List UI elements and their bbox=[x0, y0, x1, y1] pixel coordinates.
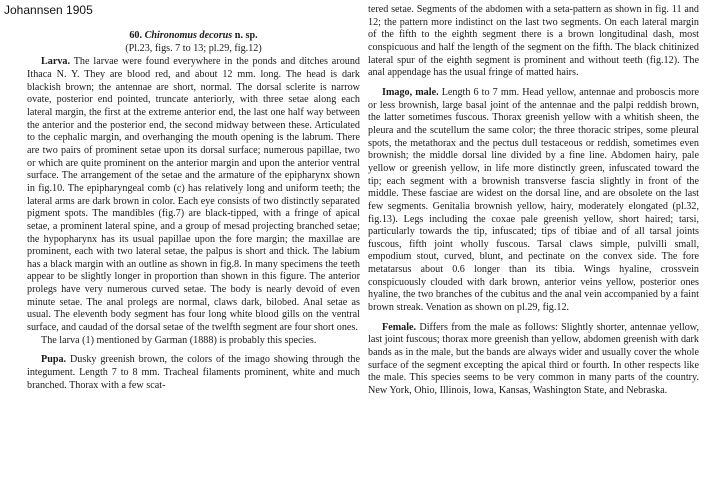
article-heading bbox=[27, 30, 360, 43]
paragraph-body: The larvae were found everywhere in the ponds and ditches around Ithaca N. Y. They are blood red, and about 12 mm. long. The head is dark blackish brown; the antennae are short, normal. The dorsal sclerite is narrow ovate, posterior end pointed, truncate anteriorly, with three setae along each lateral margin, the first at the extreme anterior end, the last one half way between the anterior and the posterior end, the second midway between these. Articulated to the cephalic margin, and overhanging the mouth opening is the labrum. There are two pairs of prominent setae upon its dorsal surface; numerous papillae, two or which are quite prominent on the anterior margin and upon the anterior ventral surface. The arrangement of the setae and the armature of the epipharynx shown in fig.10. The epipharyngeal comb (c) has relatively long and uniform teeth; the lateral arms are dark brown in color. Each eye consists of two distinctly separated pigment spots. The mandibles (fig.7) are black-tipped, with a fringe of apical setae, a prominent lateral spine, and a group of mesad projecting branched setae; the hypopharynx has its usual papillae upon the fore margin; the maxillae are prominent, each with two lateral setae, the palpus is short and thick. The labium has a black margin with an outline as shown in fig.8. In many specimens the teeth appear to be slightly longer in proportion than shown in this figure. The anterior prolegs have very numerous curved setae. The body is nearly devoid of even minute setae. The anal prolegs are normal, claws dark, bilobed. Anal setae as usual. The eleventh body segment has four long white blood gills on the ventral surface, and caudad of the dorsal setae of the twelfth segment are four short ones. bbox=[27, 56, 360, 334]
paragraph-lead: Pupa. bbox=[41, 354, 67, 366]
paragraph-lead: Imago, male. bbox=[382, 86, 439, 98]
paragraph-body: Differs from the male as follows: Slightly shorter, antennae yellow, last joint fuscous; thorax more greenish than yellow, abdomen greenish with dark bands as in the male, but the bands are always wider and usually cover the whole surface of the segment excepting the apical third or fourth. In other respects like the male. This species seems to be very common in many parts of the country. New York, Ohio, Illinois, Iowa, Kansas, Washington State, and Nebraska. bbox=[368, 321, 699, 397]
plate-references: (Pl.23, figs. 7 to 13; pl.29, fig.12) bbox=[125, 42, 262, 54]
species-name: Chironomus decorus bbox=[144, 30, 233, 41]
paragraph-larva bbox=[27, 56, 360, 334]
species-suffix: n. sp. bbox=[234, 30, 258, 41]
paragraph-pupa-continued bbox=[368, 4, 699, 80]
paragraph-lead: Female. bbox=[382, 321, 417, 333]
paragraph-garman bbox=[27, 335, 360, 348]
paragraph-female bbox=[368, 322, 699, 398]
paragraph-lead: Larva. bbox=[41, 56, 71, 68]
right-column bbox=[368, 4, 699, 398]
paragraph-body: The larva (1) mentioned by Garman (1888) is probably this species. bbox=[41, 334, 317, 346]
left-column bbox=[27, 30, 360, 392]
source-label: Johannsen 1905 bbox=[4, 3, 93, 17]
paragraph-body: Length 6 to 7 mm. Head yellow, antennae and proboscis more or less brownish, large basal joint of the antennae and the palpi reddish brown, the latter sometimes fuscous. Thorax greenish yellow with a whitish sheen, the pleura and the scutellum the same color; the three thoracic stripes, some pleural spots, the metathorax and the pectus dull testaceous or reddish, sometimes even brownish; the middle dorsal line divided by a fine line. Abdomen hairy, pale yellow or greenish yellow, in life more distinctly green, infuscated toward the tip; each segment with a brownish transverse fascia slightly in front of the middle. These fasciae are widest on the dorsal line, and are obsolete on the last few segments. Genitalia brownish yellow, hairy, moderately elongated (pl.32, fig.13). Legs including the coxae pale greenish yellow, short haired; tarsi, particularly towards the tip, infuscated; tips of tibiae and of all tarsal joints fuscous, fifth joint wholly fuscous. Tarsal claws simple, pulvilli small, empodium stout, curved, blunt, and pectinate on the convex side. The fore metatarsus about 0.6 longer than its tibia. Wings hyaline, crossvein conspicuously clouded with dark brown, anterior veins yellow, posterior ones hyaline, the two branches of the cubitus and the anal vein accompanied by a faint brown streak. Venation as shown on pl.29, fig.12. bbox=[368, 86, 699, 314]
paragraph-body: Dusky greenish brown, the colors of the imago showing through the integument. Length 7 to 8 mm. Tracheal filaments prominent, white and much branched. Thorax with a few scat- bbox=[27, 354, 360, 391]
paragraph-body: tered setae. Segments of the abdomen with a seta-pattern as shown in fig. 11 and 12; the pattern more indistinct on the last two segments. On each lateral margin of the fifth to the eighth segment there is a brown longitudinal dash, most conspicuous and half the length of the segment on the fifth. The black chitinized lateral spur of the eighth segment is prominent and without teeth (fig.12). The anal appendage has the usual fringe of matted hairs. bbox=[368, 4, 699, 79]
article-number: 60. bbox=[129, 30, 143, 41]
paragraph-imago-male bbox=[368, 87, 699, 315]
paragraph-pupa bbox=[27, 354, 360, 392]
